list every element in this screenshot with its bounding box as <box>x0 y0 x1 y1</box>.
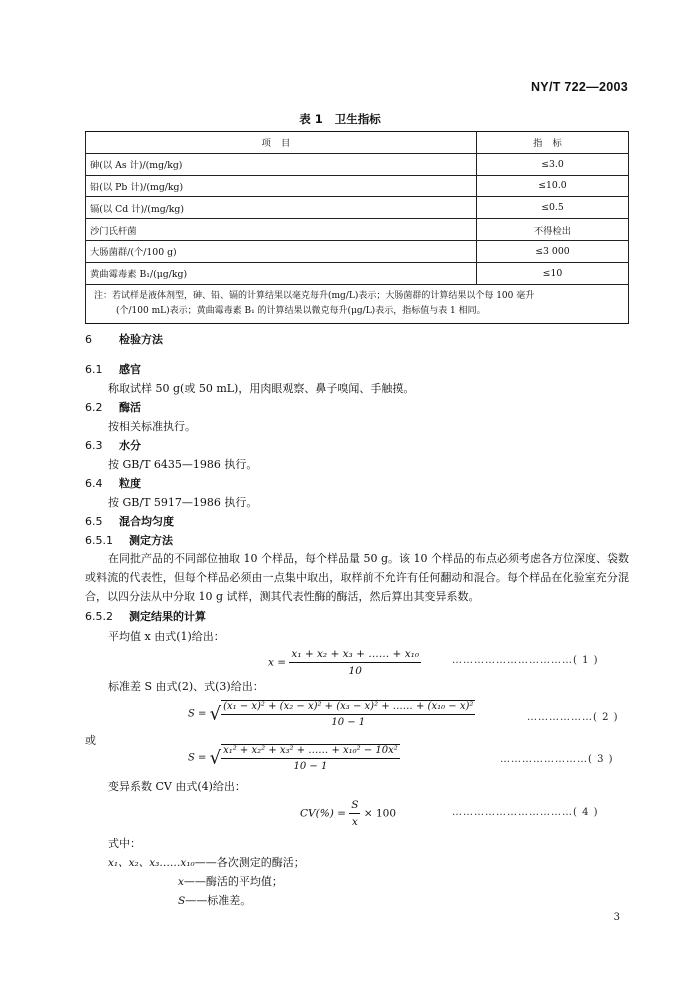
section-6-4-heading <box>85 475 141 491</box>
cell-value: ≤10.0 <box>476 175 628 197</box>
cell-item: 砷(以 As 计)/(mg/kg) <box>86 153 477 175</box>
legend-intro: 式中： <box>108 837 141 850</box>
section-number: 6.2 <box>85 401 103 414</box>
section-number: 6.3 <box>85 439 103 452</box>
section-title: 酶活 <box>119 401 141 414</box>
cell-item: 沙门氏杆菌 <box>86 219 477 241</box>
formula-fraction <box>289 648 421 677</box>
section-title: 混合均匀度 <box>119 515 174 528</box>
cell-value: ≤3.0 <box>476 153 628 175</box>
section-number: 6.1 <box>85 363 103 376</box>
section-6-1-text: 称取试样 50 g(或 50 mL)，用肉眼观察、鼻子嗅闻、手触摸。 <box>108 382 415 395</box>
formula-fraction <box>221 700 475 728</box>
formula-numerator: S <box>349 799 360 814</box>
section-title: 测定方法 <box>129 534 173 547</box>
formula-4-leader: ……………………………( 4 ) <box>452 807 599 818</box>
sd-intro: 标准差 S 由式(2)、式(3)给出： <box>108 680 264 693</box>
table-caption <box>0 111 680 127</box>
or-text: 或 <box>85 734 96 747</box>
formula-lhs: x = <box>268 656 287 669</box>
table-row <box>86 240 629 262</box>
legend-item <box>178 873 283 889</box>
formula-fraction <box>221 744 400 772</box>
column-header-index: 指标 <box>476 132 628 154</box>
section-6-5-heading <box>85 513 174 529</box>
section-6-heading <box>85 331 163 347</box>
formula-numerator: x₁² + x₂² + x₃² + …… + x₁₀² − 10x² <box>221 745 400 759</box>
formula-denominator: 10 − 1 <box>331 717 366 728</box>
page-number: 3 <box>613 912 620 923</box>
formula-denominator: x <box>351 816 358 828</box>
section-title: 感官 <box>119 363 141 376</box>
formula-lhs: S = <box>188 708 207 720</box>
formula-numerator: (x₁ − x)² + (x₂ − x)² + (x₃ − x)² + …… + (x₁₀ − x)² <box>221 701 475 715</box>
cell-value: 不得检出 <box>476 219 628 241</box>
legend-description: ——各次测定的酶活； <box>194 856 305 869</box>
hygiene-index-table <box>85 131 629 324</box>
formula-1-leader: ……………………………( 1 ) <box>452 655 599 666</box>
legend-description: ——标准差。 <box>185 894 252 907</box>
table-note-line: (个/100 mL)表示；黄曲霉毒素 B₁ 的计算结果以微克每升(μg/L)表示，指标值与表 1 相同。 <box>116 305 486 316</box>
section-title: 测定结果的计算 <box>129 610 206 623</box>
formula-denominator: 10 <box>348 665 362 677</box>
section-title: 水分 <box>119 439 141 452</box>
section-number: 6.5 <box>85 515 103 528</box>
formula-lhs: S = <box>188 752 207 764</box>
mean-intro: 平均值 x 由式(1)给出： <box>108 630 225 643</box>
cell-item: 黄曲霉毒素 B₁/(μg/kg) <box>86 262 477 284</box>
formula-number: ( 2 ) <box>593 712 619 723</box>
formula-lhs: CV(%) = <box>300 807 346 820</box>
table-row <box>86 262 629 284</box>
section-6-5-1-heading <box>85 532 173 548</box>
legend-symbol: S <box>178 895 186 907</box>
formula-2 <box>188 700 475 728</box>
table-row <box>86 219 629 241</box>
cell-value: ≤10 <box>476 262 628 284</box>
section-6-3-text: 按 GB/T 6435—1986 执行。 <box>108 458 258 471</box>
cell-value: ≤3 000 <box>476 240 628 262</box>
formula-2-leader: ………………( 2 ) <box>527 712 619 723</box>
legend-symbol: x₁、x₂、x₃……x₁₀ <box>108 857 195 869</box>
cell-value: ≤0.5 <box>476 197 628 219</box>
section-6-2-text: 按相关标准执行。 <box>108 420 196 433</box>
formula-number: ( 4 ) <box>573 807 599 818</box>
table-caption-number: 表 1 <box>299 112 323 126</box>
section-6-5-2-heading <box>85 608 206 624</box>
standard-number: NY/T 722—2003 <box>530 80 628 94</box>
formula-1 <box>268 648 421 677</box>
section-6-2-heading <box>85 399 141 415</box>
formula-tail: × 100 <box>363 807 397 820</box>
table-header-row <box>86 132 629 154</box>
column-header-item: 项目 <box>86 132 477 154</box>
formula-number: ( 3 ) <box>588 754 614 765</box>
sqrt-icon: √ <box>209 703 222 725</box>
section-title: 检验方法 <box>119 333 163 346</box>
legend-symbol: x <box>178 876 184 888</box>
formula-fraction <box>349 799 360 828</box>
section-6-1-heading <box>85 361 141 377</box>
cell-item: 铅(以 Pb 计)/(mg/kg) <box>86 175 477 197</box>
table-caption-title: 卫生指标 <box>334 112 381 126</box>
table-note-line: 注：若试样是液体剂型，砷、铅、镉的计算结果以毫克每升(mg/L)表示；大肠菌群的计算结果以个每 100 毫升 <box>94 290 535 301</box>
legend-item <box>108 854 305 870</box>
formula-number: ( 1 ) <box>573 655 599 666</box>
formula-denominator: 10 − 1 <box>293 761 328 772</box>
section-6-4-text: 按 GB/T 5917—1986 执行。 <box>108 496 258 509</box>
sqrt-icon: √ <box>209 747 222 769</box>
section-number: 6.4 <box>85 477 103 490</box>
table-row <box>86 197 629 219</box>
table-row <box>86 175 629 197</box>
section-number: 6.5.1 <box>85 534 113 547</box>
table-note <box>86 284 629 323</box>
section-6-3-heading <box>85 437 141 453</box>
legend-description: ——酶活的平均值； <box>183 875 283 888</box>
section-title: 粒度 <box>119 477 141 490</box>
formula-numerator: x₁ + x₂ + x₃ + …… + x₁₀ <box>289 648 421 663</box>
table-note-row <box>86 284 629 323</box>
formula-3 <box>188 744 400 772</box>
formula-3-leader: ……………………( 3 ) <box>500 754 614 765</box>
legend-item <box>178 892 251 908</box>
section-number: 6 <box>85 333 92 346</box>
table-row <box>86 153 629 175</box>
section-6-5-1-paragraph: 在同批产品的不同部位抽取 10 个样品，每个样品量 50 g。该 10 个样品的布点必须考虑各方位深度、袋数或料流的代表性，但每个样品必须由一点集中取出，取样前不允许有任何翻动和混合。每个样品在化验室充分混合，以四分法从中分取 10 g 试样，测其代表性酶的酶活，然后算出其变异系数。 <box>85 552 630 603</box>
cell-item: 大肠菌群/(个/100 g) <box>86 240 477 262</box>
section-number: 6.5.2 <box>85 610 113 623</box>
cv-intro: 变异系数 CV 由式(4)给出： <box>108 780 246 793</box>
formula-4 <box>300 799 396 828</box>
cell-item: 镉(以 Cd 计)/(mg/kg) <box>86 197 477 219</box>
